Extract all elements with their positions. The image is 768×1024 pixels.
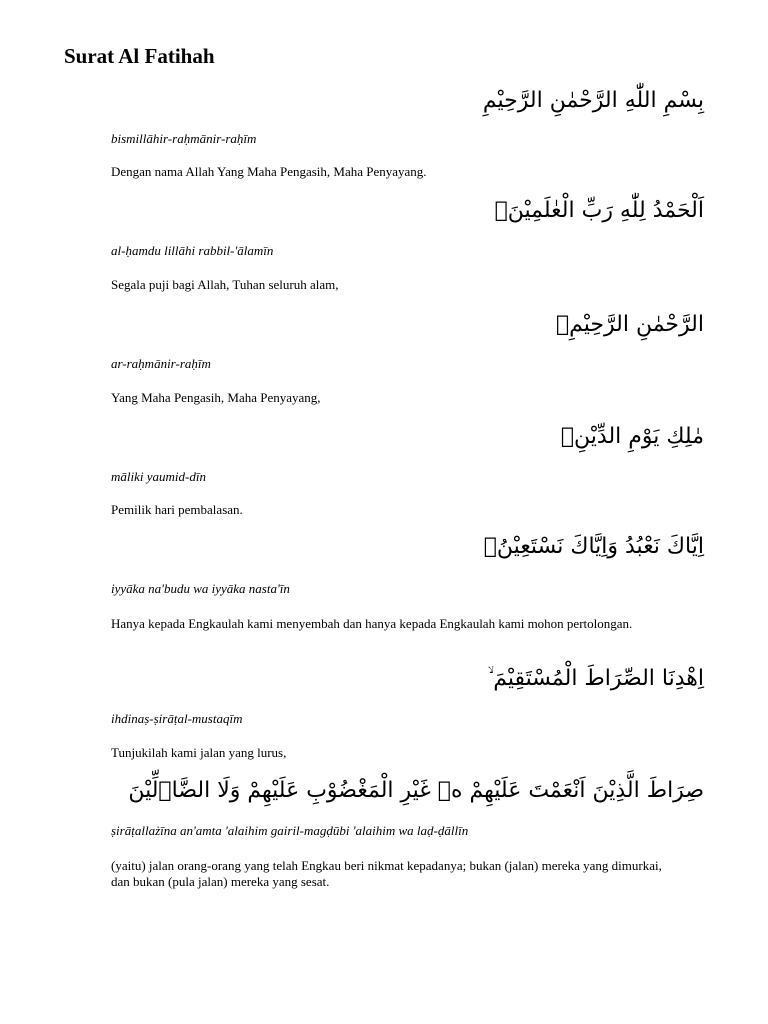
ayah-5-translation: Hanya kepada Engkaulah kami menyembah dan hanya kepada Engkaulah kami mohon pertolongan. bbox=[111, 616, 633, 631]
ayah-4-translation: Pemilik hari pembalasan. bbox=[111, 502, 243, 517]
ayah-1-transliteration: bismillāhir-raḥmānir-raḥīm bbox=[111, 131, 257, 146]
ayah-6-arabic: اِهْدِنَا الصِّرَاطَ الْمُسْتَقِيْمَ ۙ bbox=[487, 666, 704, 691]
ayah-4-arabic: مٰلِكِ يَوْمِ الدِّيْنِۗ bbox=[560, 424, 704, 449]
ayah-5-transliteration: iyyāka na'budu wa iyyāka nasta'īn bbox=[111, 581, 290, 596]
ayah-6-transliteration: ihdinaṣ-ṣirāṭal-mustaqīm bbox=[111, 711, 243, 726]
ayah-1-arabic: بِسْمِ اللّٰهِ الرَّحْمٰنِ الرَّحِيْمِ bbox=[482, 88, 704, 113]
ayah-3-transliteration: ar-raḥmānir-raḥīm bbox=[111, 356, 211, 371]
ayah-2-transliteration: al-ḥamdu lillāhi rabbil-'ālamīn bbox=[111, 243, 274, 258]
ayah-2-arabic: اَلْحَمْدُ لِلّٰهِ رَبِّ الْعٰلَمِيْنَۙ bbox=[494, 198, 704, 223]
ayah-3-arabic: الرَّحْمٰنِ الرَّحِيْمِۙ bbox=[555, 312, 704, 337]
ayah-7-transliteration: ṣirāṭallażīna an'amta 'alaihim gairil-magḍūbi 'alaihim wa laḍ-ḍāllīn bbox=[111, 823, 469, 838]
ayah-2-translation: Segala puji bagi Allah, Tuhan seluruh alam, bbox=[111, 277, 339, 292]
ayah-1-translation: Dengan nama Allah Yang Maha Pengasih, Maha Penyayang. bbox=[111, 164, 427, 179]
ayah-7-arabic: صِرَاطَ الَّذِيْنَ اَنْعَمْتَ عَلَيْهِمْ ەۙ غَيْرِ الْمَغْضُوْبِ عَلَيْهِمْ وَلَا الضَّاۤلِّيْنَ bbox=[128, 778, 704, 803]
page-title: Surat Al Fatihah bbox=[64, 44, 215, 68]
ayah-6-translation: Tunjukilah kami jalan yang lurus, bbox=[111, 745, 287, 760]
ayah-7-translation: (yaitu) jalan orang-orang yang telah Engkau beri nikmat kepadanya; bukan (jalan) mereka yang dimurkai, dan bukan (pula jalan) mereka yang sesat. bbox=[111, 858, 662, 889]
ayah-4-transliteration: māliki yaumid-dīn bbox=[111, 469, 206, 484]
ayah-5-arabic: اِيَّاكَ نَعْبُدُ وَاِيَّاكَ نَسْتَعِيْنُۗ bbox=[483, 534, 704, 559]
ayah-3-translation: Yang Maha Pengasih, Maha Penyayang, bbox=[111, 390, 321, 405]
